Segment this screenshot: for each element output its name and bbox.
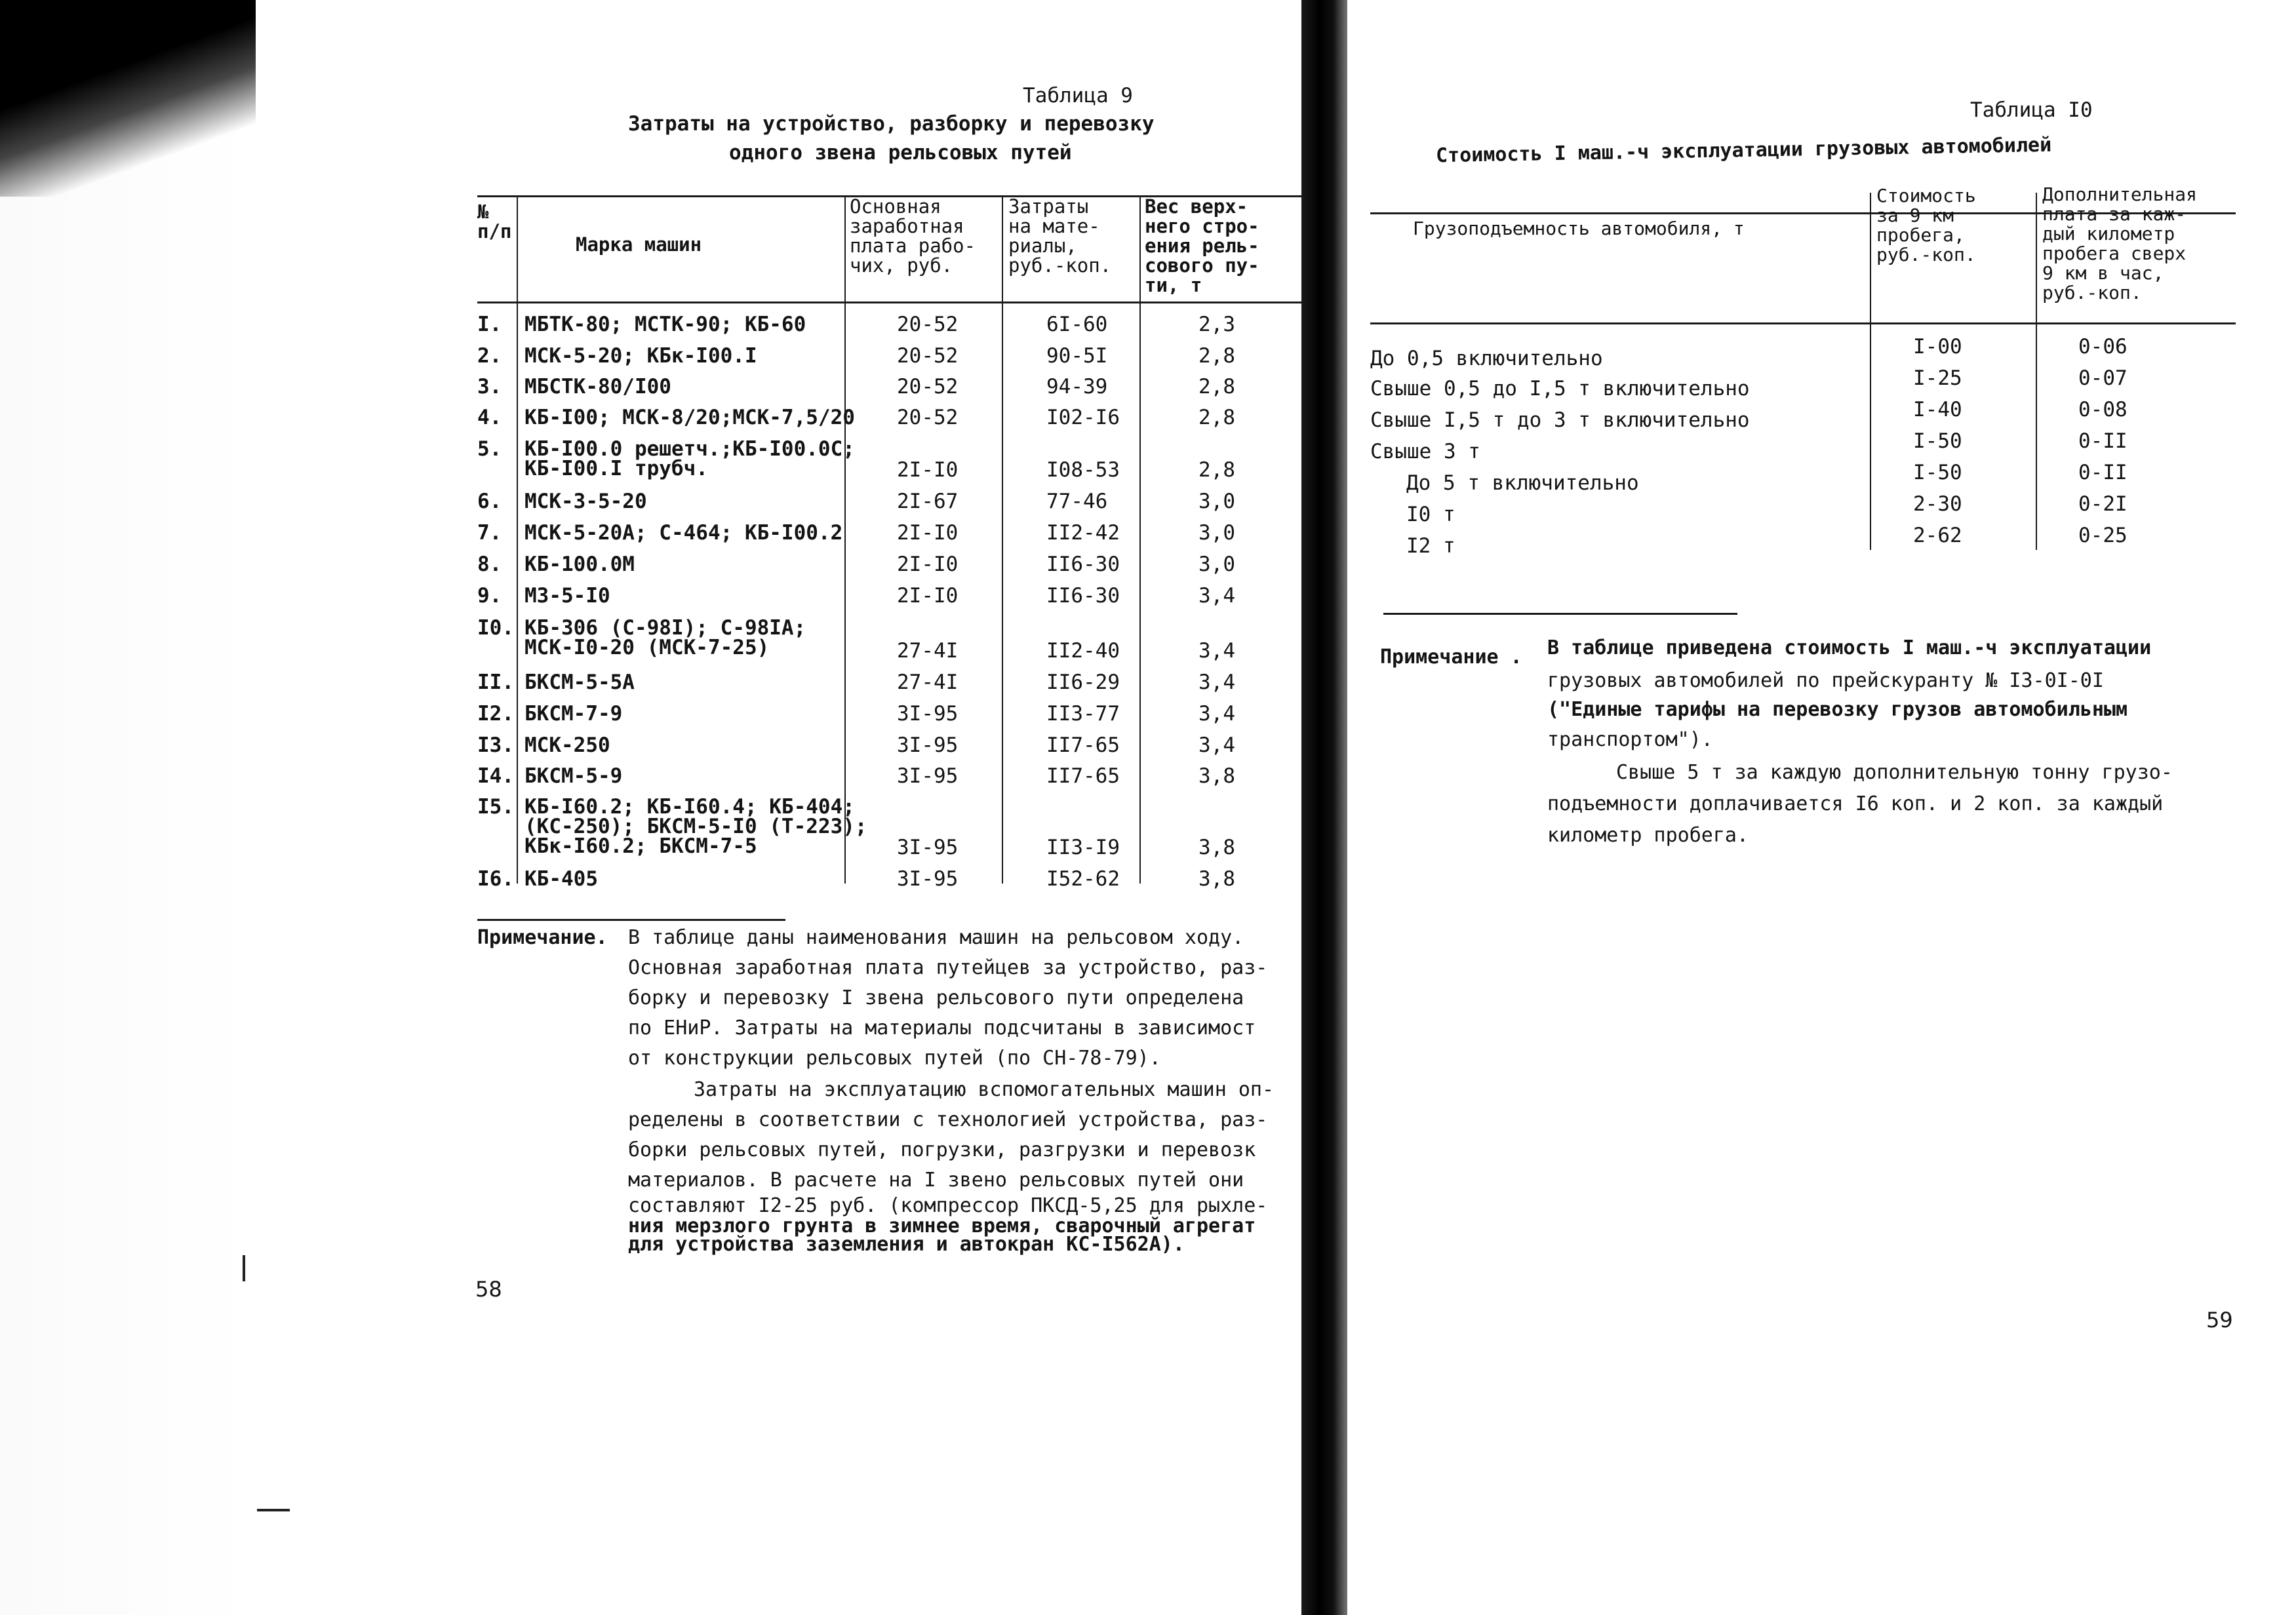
- note-line: километр пробега.: [1547, 824, 1749, 847]
- row-capacity: Свыше 0,5 до I,5 т включительно: [1370, 377, 1750, 400]
- row-wage: 2I-I0: [897, 584, 959, 608]
- scan-shadow: [0, 0, 256, 197]
- row-brand: МЗ-5-I0: [525, 584, 610, 608]
- note-label: Примечание .: [1380, 646, 1522, 669]
- row-extra: 0-II: [2078, 429, 2128, 453]
- row-capacity: До 5 т включительно: [1406, 471, 1639, 495]
- row-num: 7.: [477, 521, 502, 545]
- right-page: [1347, 0, 2296, 1615]
- row-wage: 27-4I: [897, 639, 959, 663]
- note-separator: [1383, 613, 1737, 615]
- row-brand: БКСМ-5-5А: [525, 671, 635, 694]
- row-materials: II6-30: [1046, 553, 1120, 576]
- note-line: ния мерзлого грунта в зимнее время, сварочный агрегат: [628, 1215, 1256, 1237]
- row-brand: МСК-5-20А; С-464; КБ-I00.2: [525, 521, 843, 545]
- scan-margin: [0, 0, 249, 1615]
- row-extra: 0-II: [2078, 461, 2128, 484]
- row-capacity: I0 т: [1406, 503, 1455, 526]
- row-materials: II6-30: [1046, 584, 1120, 608]
- col-header-materials: Затраты на мате- риалы, руб.-коп.: [1008, 195, 1112, 277]
- left-page: [249, 0, 1301, 1615]
- row-extra: 0-07: [2078, 366, 2128, 390]
- row-num: 4.: [477, 406, 502, 429]
- row-wage: 20-52: [897, 344, 959, 368]
- col-header-capacity: Грузоподъемность автомобиля, т: [1413, 218, 1745, 239]
- note-line: В таблице приведена стоимость I маш.-ч эксплуатации: [1547, 636, 2152, 659]
- row-weight: 3,4: [1198, 639, 1235, 663]
- row-materials: 94-39: [1046, 375, 1108, 399]
- row-weight: 3,4: [1198, 702, 1235, 726]
- row-num: I3.: [477, 733, 514, 757]
- row-weight: 2,8: [1198, 375, 1235, 399]
- row-weight: 3,0: [1198, 553, 1235, 576]
- note-line: ределены в соответствии с технологией устройства, раз-: [628, 1108, 1268, 1131]
- note-line: борку и перевозку I звена рельсового пути определена: [628, 986, 1244, 1009]
- row-weight: 3,8: [1198, 867, 1235, 891]
- note-line: Свыше 5 т за каждую дополнительную тонну грузо-: [1616, 761, 2173, 784]
- col-header-extra: Дополнительная плата за каж- дый километр пробега сверх 9 км в час, руб.-коп.: [2042, 184, 2198, 303]
- row-materials: II7-65: [1046, 764, 1120, 788]
- row-num: I.: [477, 313, 502, 336]
- row-capacity: I2 т: [1406, 534, 1455, 558]
- row-num: I5.: [477, 795, 514, 819]
- table-divider: [1002, 195, 1003, 884]
- row-weight: 2,3: [1198, 313, 1235, 336]
- row-materials: 90-5I: [1046, 344, 1108, 368]
- table10-title: Стоимость I маш.-ч эксплуатации грузовых автомобилей: [1435, 133, 2052, 168]
- note-line: по ЕНиР. Затраты на материалы подсчитаны в зависимост: [628, 1017, 1256, 1040]
- note-separator: [477, 919, 785, 921]
- page-number: 59: [2206, 1308, 2233, 1333]
- row-weight: 3,4: [1198, 733, 1235, 757]
- row-cost: I-25: [1913, 366, 1962, 390]
- row-wage: 20-52: [897, 406, 959, 429]
- row-wage: 3I-95: [897, 764, 959, 788]
- table-divider: [517, 195, 518, 884]
- row-num: 6.: [477, 490, 502, 513]
- row-wage: 2I-67: [897, 490, 959, 513]
- col-header-wage: Основная заработная плата рабо- чих, руб.: [850, 195, 976, 277]
- row-materials: II2-42: [1046, 521, 1120, 545]
- note-line: Основная заработная плата путейцев за устройство, раз-: [628, 956, 1268, 979]
- row-capacity: Свыше I,5 т до 3 т включительно: [1370, 408, 1750, 432]
- row-materials: I02-I6: [1046, 406, 1120, 429]
- table10: [1370, 184, 2236, 558]
- row-brand: КБ-100.0М: [525, 553, 635, 576]
- row-brand: КБ-I60.2; КБ-I60.4; КБ-404; (КС-250); БКСМ-5-I0 (Т-223); КБк-I60.2; БКСМ-7-5: [525, 795, 867, 858]
- row-capacity: До 0,5 включительно: [1370, 347, 1603, 370]
- row-num: I0.: [477, 616, 514, 640]
- table-divider: [1870, 193, 1871, 550]
- table9-label: Таблица 9: [1023, 84, 1133, 107]
- note-line: борки рельсовых путей, погрузки, разгрузки и перевозк: [628, 1138, 1256, 1161]
- row-materials: II3-77: [1046, 702, 1120, 726]
- table10-label: Таблица I0: [1970, 98, 2093, 122]
- row-brand: БКСМ-7-9: [525, 702, 623, 726]
- row-wage: 2I-I0: [897, 458, 959, 482]
- row-extra: 0-08: [2078, 398, 2128, 421]
- row-cost: I-50: [1913, 429, 1962, 453]
- note-line: составляют I2-25 руб. (компрессор ПКСД-5,25 для рыхле-: [628, 1194, 1268, 1217]
- row-materials: 6I-60: [1046, 313, 1108, 336]
- col-header-brand: Марка машин: [576, 233, 702, 256]
- row-num: 3.: [477, 375, 502, 399]
- row-brand: КБ-I00.0 решетч.;КБ-I00.0С; КБ-I00.I трубч.: [525, 437, 855, 480]
- row-wage: 3I-95: [897, 836, 959, 859]
- note-line: Затраты на эксплуатацию вспомогательных машин оп-: [694, 1078, 1275, 1101]
- row-materials: I08-53: [1046, 458, 1120, 482]
- row-brand: КБ-306 (С-98I); С-98IА; МСК-I0-20 (МСК-7-25): [525, 616, 806, 659]
- row-brand: МБТК-80; МСТК-90; КБ-60: [525, 313, 806, 336]
- row-weight: 3,8: [1198, 836, 1235, 859]
- table9-title-line2: одного звена рельсовых путей: [729, 141, 1072, 165]
- row-num: 9.: [477, 584, 502, 608]
- row-wage: 20-52: [897, 375, 959, 399]
- table-divider: [844, 195, 846, 884]
- row-brand: МСК-5-20; КБк-I00.I: [525, 344, 757, 368]
- row-brand: МСК-250: [525, 733, 610, 757]
- note-line: грузовых автомобилей по прейскуранту № I3-0I-0I: [1547, 669, 2104, 692]
- row-wage: 3I-95: [897, 867, 959, 891]
- row-brand: МСК-3-5-20: [525, 490, 647, 513]
- col-header-cost: Стоимость за 9 км пробега, руб.-коп.: [1876, 185, 1976, 265]
- row-weight: 2,8: [1198, 406, 1235, 429]
- row-extra: 0-2I: [2078, 492, 2128, 516]
- row-materials: I52-62: [1046, 867, 1120, 891]
- note-line: транспортом").: [1547, 728, 1713, 751]
- row-extra: 0-06: [2078, 335, 2128, 359]
- note-line: для устройства заземления и автокран КС-I562А).: [628, 1233, 1185, 1256]
- row-materials: II3-I9: [1046, 836, 1120, 859]
- row-num: II.: [477, 671, 514, 694]
- col-header-weight: Вес верх- него стро- ения рель- сового пу- ти, т: [1145, 195, 1259, 296]
- col-header-num: № п/п: [477, 201, 512, 243]
- book-gutter: [1301, 0, 1347, 1615]
- row-brand: КБ-I00; МСК-8/20;МСК-7,5/20: [525, 406, 855, 429]
- row-cost: I-40: [1913, 398, 1962, 421]
- scan-mark: [257, 1509, 290, 1511]
- row-wage: 3I-95: [897, 733, 959, 757]
- note-line: от конструкции рельсовых путей (по СН-78-79).: [628, 1047, 1161, 1070]
- table-rule: [1370, 322, 2236, 324]
- row-weight: 3,8: [1198, 764, 1235, 788]
- row-weight: 2,8: [1198, 344, 1235, 368]
- table-rule: [477, 302, 1303, 303]
- note-label: Примечание.: [477, 926, 608, 949]
- row-weight: 2,8: [1198, 458, 1235, 482]
- row-weight: 3,0: [1198, 490, 1235, 513]
- row-extra: 0-25: [2078, 524, 2128, 547]
- row-materials: II2-40: [1046, 639, 1120, 663]
- table-divider: [1139, 195, 1141, 884]
- row-brand: МБСТК-80/I00: [525, 375, 671, 399]
- row-cost: 2-62: [1913, 524, 1962, 547]
- row-wage: 20-52: [897, 313, 959, 336]
- page-number: 58: [475, 1277, 502, 1302]
- note-line: подъемности доплачивается I6 коп. и 2 коп. за каждый: [1547, 792, 2164, 815]
- note-line: В таблице даны наименования машин на рельсовом ходу.: [628, 926, 1244, 949]
- row-brand: КБ-405: [525, 867, 598, 891]
- row-weight: 3,0: [1198, 521, 1235, 545]
- row-materials: 77-46: [1046, 490, 1108, 513]
- row-weight: 3,4: [1198, 671, 1235, 694]
- row-wage: 3I-95: [897, 702, 959, 726]
- row-num: 5.: [477, 437, 502, 461]
- row-cost: I-50: [1913, 461, 1962, 484]
- row-num: 2.: [477, 344, 502, 368]
- table9: [477, 195, 1303, 890]
- row-weight: 3,4: [1198, 584, 1235, 608]
- row-materials: II7-65: [1046, 733, 1120, 757]
- table-divider: [2036, 193, 2037, 550]
- row-cost: I-00: [1913, 335, 1962, 359]
- scan-mark: [243, 1255, 245, 1281]
- row-materials: II6-29: [1046, 671, 1120, 694]
- note-line: материалов. В расчете на I звено рельсовых путей они: [628, 1169, 1244, 1192]
- row-num: I6.: [477, 867, 514, 891]
- row-wage: 2I-I0: [897, 553, 959, 576]
- table9-title-line1: Затраты на устройство, разборку и перевозку: [628, 112, 1155, 136]
- note-line: ("Единые тарифы на перевозку грузов автомобильным: [1547, 698, 2128, 721]
- row-wage: 27-4I: [897, 671, 959, 694]
- row-num: I2.: [477, 702, 514, 726]
- row-num: 8.: [477, 553, 502, 576]
- row-num: I4.: [477, 764, 514, 788]
- row-brand: БКСМ-5-9: [525, 764, 623, 788]
- row-wage: 2I-I0: [897, 521, 959, 545]
- row-cost: 2-30: [1913, 492, 1962, 516]
- row-capacity: Свыше 3 т: [1370, 440, 1480, 463]
